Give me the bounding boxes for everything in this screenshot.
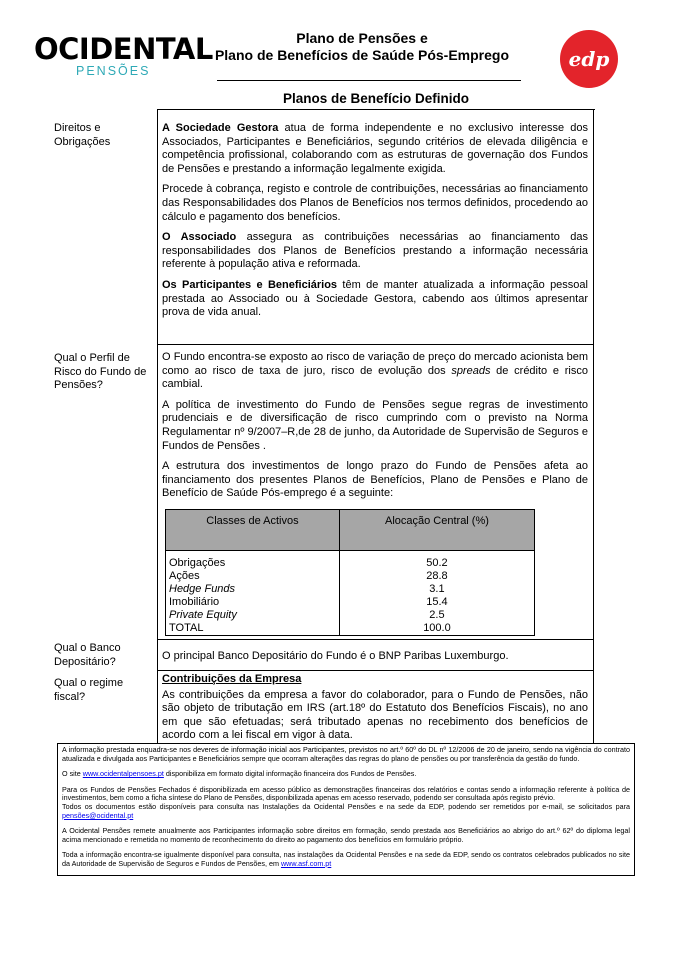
asset-name: Imobiliário <box>166 596 340 609</box>
edp-logo-text: edp <box>568 47 610 71</box>
risk-paragraph-1 <box>162 351 588 392</box>
footer-paragraph-6 <box>62 851 630 868</box>
table-row <box>166 596 535 609</box>
asset-name: TOTAL <box>166 622 340 636</box>
rights-p4-text: têm de manter atualizada a informação pessoal prestada ao Associado ou à Sociedade Gestora, cabendo aos últimos apresentar prova de vida anual. <box>162 278 588 319</box>
risk-p1-a: O Fundo encontra-se exposto ao risco de variação de preço do mercado acionista bem como ao risco de taxa de juro, risco de evolução dos <box>162 351 588 377</box>
edp-logo <box>560 30 618 88</box>
table-row-total <box>166 622 535 636</box>
risk-paragraph-2: A política de investimento do Fundo de Pensões segue regras de investimento prudenciais e de diversificação de risco cumprindo com o previsto na Norma Regulamentar nº 9/2007–R,de 28 de junho, da Autoridade de Supervisão de Seguros e Fundos de Pensões . <box>162 398 588 452</box>
allocation-table-header <box>166 509 535 550</box>
asset-value: 50.2 <box>339 557 534 570</box>
footer-notes <box>57 743 635 876</box>
rights-p3-text: assegura as contribuições necessárias ao financiamento das responsabilidades dos Planos de Benefícios prestando a informação necessária referente à população ativa e reformada. <box>162 231 588 271</box>
rights-paragraph-3 <box>162 231 588 272</box>
logo-sub-text: PENSÕES <box>76 64 151 78</box>
tax-heading-text: Contribuições da Empresa <box>162 673 302 685</box>
asset-name: Obrigações <box>166 557 340 570</box>
label-rights: Direitos e Obrigações <box>54 122 111 148</box>
footer-p2-b: disponibiliza em formato digital informação financeira dos Fundos de Pensões. <box>163 769 417 779</box>
rights-paragraph-2: Procede à cobrança, registo e controle de contribuições, necessárias ao financiamento das Responsabilidades dos Planos de Benefícios nos termos definidos, procedendo ao cálculo e pagamento dos benefícios. <box>162 183 588 223</box>
rights-box <box>157 110 594 344</box>
table-row <box>166 609 535 622</box>
col-header-asset-class: Classes de Activos <box>166 509 340 550</box>
title-line-2: Plano de Benefícios de Saúde Pós-Emprego <box>214 47 510 63</box>
footer-paragraph-1: A informação prestada enquadra-se nos deveres de informação inicial aos Participantes, previstos no art.º 60º do DL nº 12/2006 de 20 de janeiro, sendo na vigência do contrato atualizada e divulgada aos Participantes e Beneficiários sempre que ocorram alterações das regras do plano de pensões ou por transferência da gestão do fundo. <box>62 745 630 763</box>
risk-box <box>157 345 594 639</box>
footer-paragraph-4 <box>62 803 630 820</box>
tax-text: As contribuições da empresa a favor do colaborador, para o Fundo de Pensões, não são objeto de tributação em IRS (art.18º do Estatuto dos Benefícios Fiscais), no ano em que são efetuadas; será tributado apenas no recebimento dos benefícios de acordo com a lei fiscal em vigor à data. <box>162 688 588 742</box>
asset-value: 28.8 <box>339 570 534 583</box>
allocation-table <box>165 509 535 636</box>
footer-paragraph-3: Para os Fundos de Pensões Fechados é disponibilizada em acesso público as demonstrações financeiras dos relatórios e contas sendo a informação referente à política de investimentos, bem como a ficha síntese do Plano de Pensões, disponibilizada apenas em acesso reservado, podendo ser consultada após registo prévio. <box>62 784 630 803</box>
logo-brand-text: OCIDENTAL <box>34 32 213 66</box>
footer-paragraph-2 <box>62 770 630 779</box>
ocidental-site-link[interactable]: www.ocidentalpensoes.pt <box>82 769 164 779</box>
risk-p1-b: de crédito e risco cambial. <box>162 364 588 391</box>
col-header-allocation: Alocação Central (%) <box>339 509 534 550</box>
footer-p6-a: Toda a informação encontra-se igualmente disponível para consulta, nas instalações da Ocidental Pensões e na sede da EDP, sendo os contratos celebrados publicados no site da Autoridade de Supervisão de Seguros e Fundos de Pensões, em <box>62 850 630 868</box>
associado-bold: O Associado <box>162 231 237 244</box>
table-row <box>166 557 535 570</box>
ocidental-pensoes-logo <box>34 32 213 78</box>
footer-p4-a: Todos os documentos estão disponíveis para consulta nas Instalações da Ocidental Pensões e na sede da EDP, podendo ser remetidos por e-mail, se solicitados para <box>62 801 630 811</box>
asf-site-link[interactable]: www.asf.com.pt <box>280 858 332 868</box>
header-divider <box>217 80 521 81</box>
bank-box <box>157 640 594 670</box>
gestora-bold: A Sociedade Gestora <box>162 122 279 134</box>
footer-p2-a: O site <box>62 769 83 779</box>
footer-paragraph-5: A Ocidental Pensões remete anualmente aos Participantes informação sobre direitos em formação, sendo prestada aos Beneficiários ao abrigo do art.º 62º do diploma legal acima mencionado e remetida no momento de reconhecimento do direito ao pagamento dos benefícios em formulário próprio. <box>62 826 630 844</box>
rights-paragraph-4 <box>162 279 588 320</box>
table-row <box>166 583 535 596</box>
section-title: Planos de Benefício Definido <box>157 89 595 110</box>
rights-p1-text: atua de forma independente e no exclusivo interesse dos Associados, Participantes e Beneficiários, segundo critérios de elevada diligência e competência profissional, colaborando com as estruturas de governação dos Fundos de Pensões e prestando a informação legalmente exigida. <box>162 122 588 175</box>
tax-box <box>157 671 594 744</box>
risk-paragraph-3: A estrutura dos investimentos de longo prazo do Fundo de Pensões afeta ao financiamento dos presentes Planos de Benefícios, Plano de Pensões e Plano de Benefício de Saúde Pós-emprego é a seguinte: <box>162 460 588 500</box>
label-tax: Qual o regime fiscal? <box>54 677 124 703</box>
rights-paragraph-1 <box>162 122 588 176</box>
asset-name: Hedge Funds <box>166 583 340 596</box>
document-title <box>206 30 518 64</box>
asset-name: Ações <box>166 570 340 583</box>
asset-value: 100.0 <box>339 622 534 636</box>
label-bank: Qual o Banco Depositário? <box>54 642 121 668</box>
table-row <box>166 570 535 583</box>
asset-value: 3.1 <box>339 583 534 596</box>
tax-heading <box>162 673 588 687</box>
email-link[interactable]: pensões@ocidental.pt <box>62 810 134 820</box>
asset-name: Private Equity <box>166 609 340 622</box>
bank-text: O principal Banco Depositário do Fundo é o BNP Paribas Luxemburgo. <box>162 650 509 662</box>
asset-value: 15.4 <box>339 596 534 609</box>
asset-value: 2.5 <box>339 609 534 622</box>
risk-p1-italic: spreads <box>451 364 491 377</box>
label-risk: Qual o Perfil de Risco do Fundo de Pensões? <box>54 352 147 391</box>
title-line-1: Plano de Pensões e <box>296 30 428 46</box>
participantes-bold: Os Participantes e Beneficiários <box>162 278 338 291</box>
